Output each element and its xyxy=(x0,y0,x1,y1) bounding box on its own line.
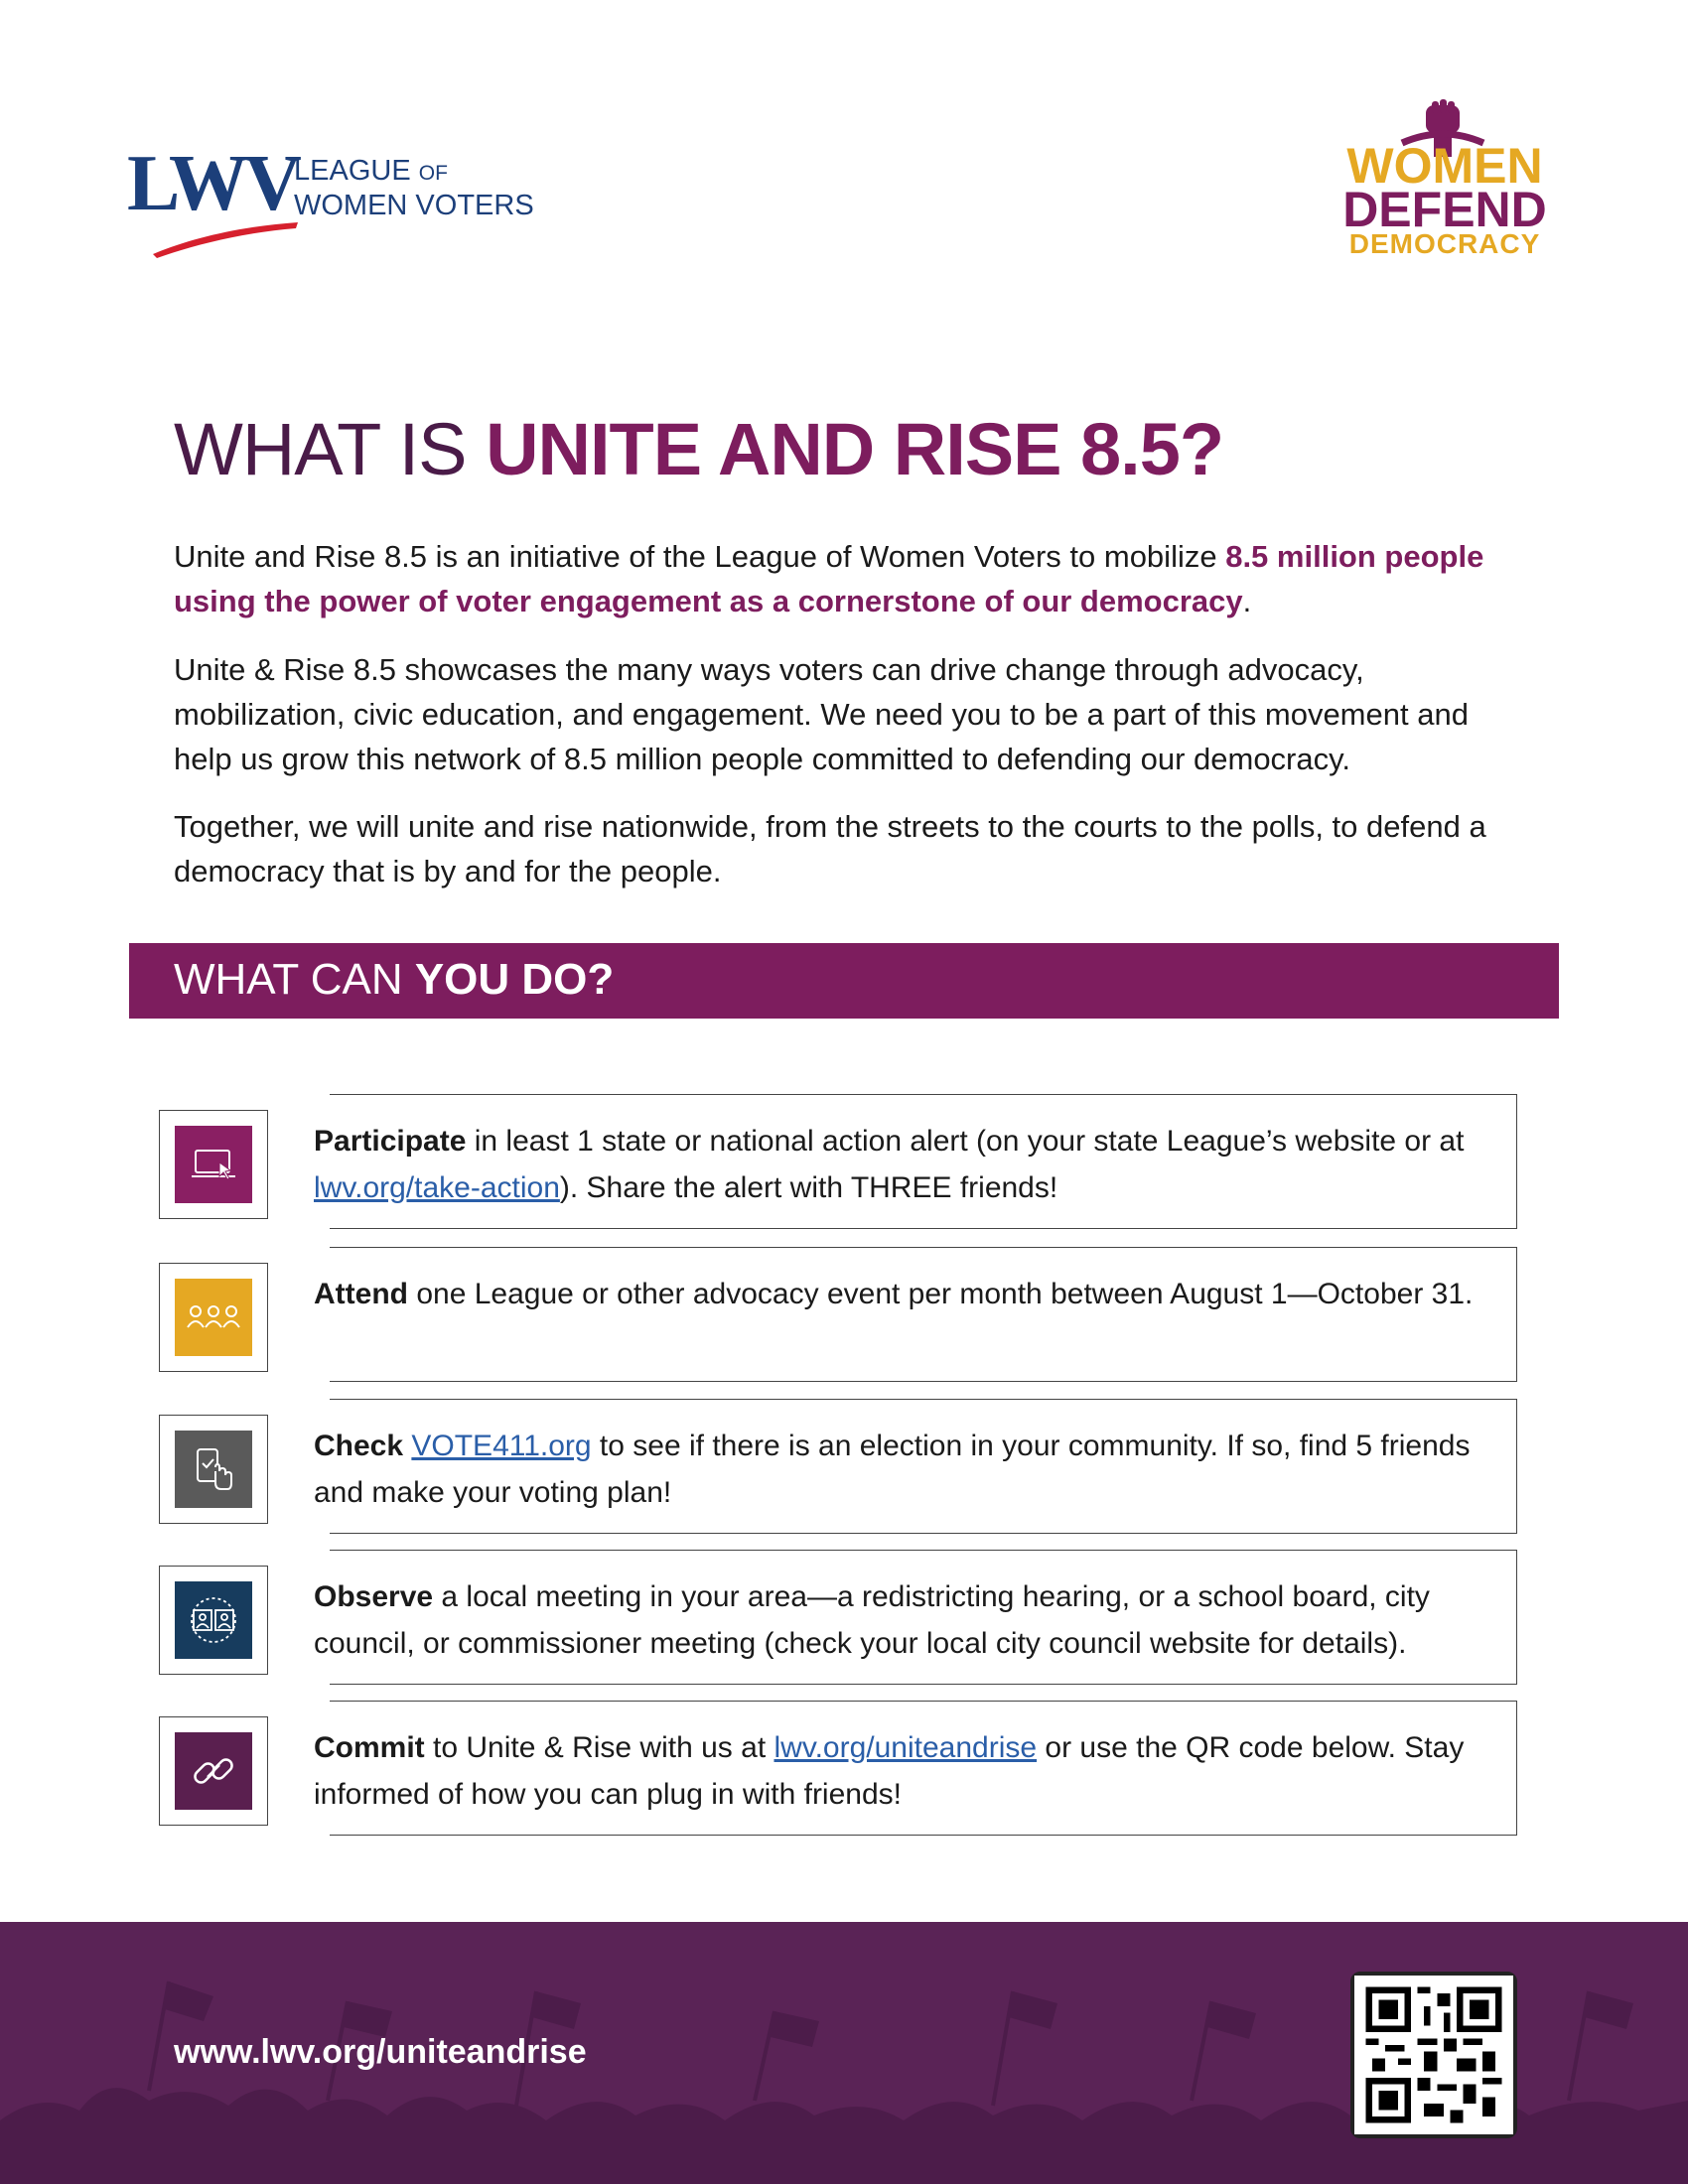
qr-code[interactable] xyxy=(1350,1972,1517,2138)
section-banner xyxy=(129,943,1559,1019)
action-item-check xyxy=(159,1399,1519,1536)
action-text: Check VOTE411.org to see if there is an election in your community. If so, find 5 friends and make your voting plan! xyxy=(314,1430,1471,1509)
action-text: Commit to Unite & Rise with us at lwv.org/uniteandrise or use the QR code below. Stay informed of how you can plug in with friends! xyxy=(314,1731,1465,1811)
lwv-logo xyxy=(127,139,554,258)
icon-frame xyxy=(159,1263,268,1372)
phone-tap-icon xyxy=(175,1431,252,1508)
footer-banner xyxy=(0,1922,1688,2184)
action-item-observe xyxy=(159,1550,1519,1687)
take-action-link[interactable]: lwv.org/take-action xyxy=(314,1171,560,1204)
wdd-democracy-text: DEMOCRACY xyxy=(1348,228,1541,259)
people-group-icon xyxy=(175,1279,252,1356)
lwv-logo-mark: LWV xyxy=(127,140,298,227)
women-defend-democracy-logo xyxy=(1321,99,1569,268)
footer-url[interactable]: www.lwv.org/uniteandrise xyxy=(174,2033,587,2071)
action-text: Observe a local meeting in your area—a redistricting hearing, or a school board, city council, or commissioner meeting (check your local city council website for details). xyxy=(314,1580,1430,1660)
vote411-link[interactable]: VOTE411.org xyxy=(411,1430,592,1462)
icon-frame xyxy=(159,1716,268,1826)
laptop-cursor-icon xyxy=(175,1126,252,1203)
intro-paragraph-2: Unite & Rise 8.5 showcases the many ways voters can drive change through advocacy, mobilization, civic education, and engagement. We need you to be a part of this movement and help us grow this network of 8.5 million people committed to defending our democracy. xyxy=(174,652,1469,776)
icon-frame xyxy=(159,1110,268,1219)
action-text: Participate in least 1 state or national action alert (on your state League’s website or at lwv.org/take-action). Share the alert with THREE friends! xyxy=(314,1125,1465,1204)
action-item-commit xyxy=(159,1701,1519,1838)
wdd-defend-text: DEFEND xyxy=(1342,182,1547,237)
page-title: WHAT IS UNITE AND RISE 8.5? xyxy=(174,408,1224,490)
action-text: Attend one League or other advocacy event per month between August 1—October 31. xyxy=(314,1278,1474,1310)
intro-paragraph-1: Unite and Rise 8.5 is an initiative of the League of Women Voters to mobilize 8.5 million people using the power of voter engagement as a cornerstone of our democracy. xyxy=(174,539,1484,618)
wdd-women-text: WOMEN xyxy=(1346,138,1543,194)
action-item-attend xyxy=(159,1247,1519,1384)
icon-frame xyxy=(159,1415,268,1524)
video-meeting-icon xyxy=(175,1581,252,1659)
lwv-swoosh-icon xyxy=(151,218,300,258)
uniteandrise-link[interactable]: lwv.org/uniteandrise xyxy=(774,1731,1038,1764)
chain-link-icon xyxy=(175,1732,252,1810)
action-item-participate xyxy=(159,1094,1519,1231)
section-heading: WHAT CAN YOU DO? xyxy=(174,955,615,1004)
icon-frame xyxy=(159,1566,268,1675)
intro-paragraph-3: Together, we will unite and rise nationwide, from the streets to the courts to the polls, to defend a democracy that is by and for the people. xyxy=(174,809,1486,888)
lwv-logo-name: LEAGUE OF WOMEN VOTERS xyxy=(294,155,534,221)
